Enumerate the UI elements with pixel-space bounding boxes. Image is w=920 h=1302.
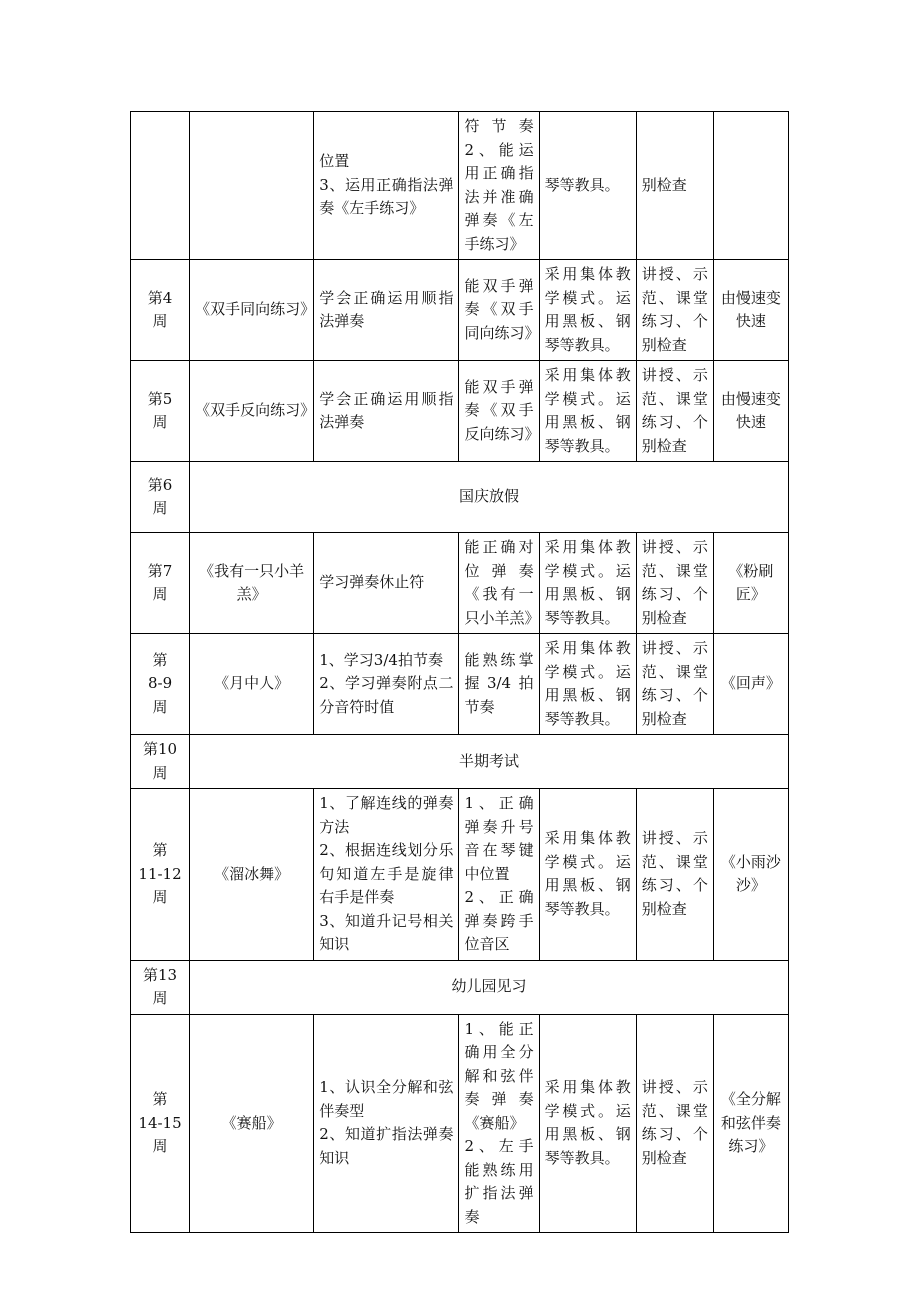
week-text: 第5 bbox=[147, 389, 173, 408]
week-text: 周 bbox=[152, 989, 168, 1007]
song-text: 《月中人》 bbox=[214, 674, 290, 693]
eval-text: 讲授、示范、课堂练习、个别检查 bbox=[641, 1078, 708, 1167]
week-cell bbox=[131, 789, 190, 961]
song-cell bbox=[190, 634, 314, 735]
teaching-schedule-table bbox=[130, 111, 789, 1233]
content-text: 3、运用正确指法弹奏《左手练习》 bbox=[319, 175, 454, 218]
goal-cell bbox=[459, 1014, 539, 1233]
song-cell bbox=[190, 789, 314, 961]
activity-text: 国庆放假 bbox=[459, 487, 520, 506]
schedule-row bbox=[131, 634, 789, 735]
content-text: 位置 bbox=[319, 152, 350, 171]
week-cell bbox=[131, 634, 190, 735]
method-text: 采用集体教学模式。运用黑板、钢琴等教具。 bbox=[544, 639, 631, 728]
week-cell bbox=[131, 112, 190, 260]
goal-text: 能双手弹奏《双手同向练习》 bbox=[464, 276, 540, 342]
week-cell bbox=[131, 533, 190, 634]
goal-text: 能正确对位弹奏《我有一只小羊羔》 bbox=[464, 538, 540, 627]
content-text: 学会正确运用顺指法弹奏 bbox=[319, 288, 454, 330]
eval-cell bbox=[636, 112, 713, 260]
content-text: 1、认识全分解和弦伴奏型 bbox=[319, 1078, 454, 1120]
goal-text: 2、正确弹奏跨手位音区 bbox=[464, 888, 534, 953]
song-text: 《双手同向练习》 bbox=[195, 300, 316, 319]
schedule-row bbox=[131, 112, 789, 260]
goal-cell bbox=[459, 533, 539, 634]
method-text: 采用集体教学模式。运用黑板、钢琴等教具。 bbox=[544, 538, 631, 627]
goal-cell bbox=[459, 260, 539, 361]
goal-cell bbox=[459, 789, 539, 961]
extension-text: 由慢速变快速 bbox=[720, 288, 781, 330]
schedule-row bbox=[131, 260, 789, 361]
content-cell bbox=[314, 361, 459, 462]
song-cell bbox=[190, 1014, 314, 1233]
schedule-row bbox=[131, 789, 789, 961]
content-text: 2、根据连线划分乐句知道左手是旋律右手是伴奏 bbox=[319, 841, 454, 906]
eval-cell bbox=[636, 789, 713, 961]
extension-cell bbox=[713, 634, 788, 735]
content-cell bbox=[314, 634, 459, 735]
activity-cell bbox=[190, 960, 789, 1014]
schedule-body bbox=[131, 112, 789, 1233]
eval-cell bbox=[636, 260, 713, 361]
song-cell bbox=[190, 112, 314, 260]
week-text: 周 bbox=[152, 697, 168, 716]
week-text: 第4 bbox=[147, 288, 173, 307]
song-cell bbox=[190, 361, 314, 462]
song-text: 《溜冰舞》 bbox=[214, 864, 290, 883]
song-text: 《我有一只小羊羔》 bbox=[199, 561, 305, 603]
goal-cell bbox=[459, 634, 539, 735]
week-cell bbox=[131, 361, 190, 462]
song-text: 《双手反向练习》 bbox=[195, 401, 316, 420]
extension-cell bbox=[713, 361, 788, 462]
eval-text: 讲授、示范、课堂练习、个别检查 bbox=[641, 366, 708, 455]
week-text: 周 bbox=[152, 763, 168, 782]
method-text: 采用集体教学模式。运用黑板、钢琴等教具。 bbox=[544, 1078, 631, 1167]
week-cell bbox=[131, 735, 190, 789]
schedule-row-span bbox=[131, 735, 789, 789]
eval-text: 讲授、示范、课堂练习、个别检查 bbox=[641, 829, 708, 918]
extension-text: 《回声》 bbox=[720, 674, 781, 693]
week-cell bbox=[131, 260, 190, 361]
extension-text: 《粉刷匠》 bbox=[728, 561, 774, 603]
content-cell bbox=[314, 789, 459, 961]
eval-text: 讲授、示范、课堂练习、个别检查 bbox=[641, 538, 708, 627]
eval-cell bbox=[636, 1014, 713, 1233]
method-cell bbox=[539, 112, 636, 260]
week-text: 8-9 bbox=[147, 674, 173, 693]
content-text: 3、知道升记号相关知识 bbox=[319, 911, 454, 953]
activity-text: 幼儿园见习 bbox=[451, 977, 527, 996]
week-text: 周 bbox=[152, 312, 168, 330]
content-text: 1、了解连线的弹奏方法 bbox=[319, 794, 454, 836]
method-text: 琴等教具。 bbox=[544, 175, 620, 194]
song-text: 《赛船》 bbox=[221, 1113, 282, 1132]
week-text: 周 bbox=[152, 585, 168, 603]
goal-text: 能双手弹奏《双手反向练习》 bbox=[464, 377, 540, 443]
content-text: 2、知道扩指法弹奏知识 bbox=[319, 1125, 454, 1167]
week-cell bbox=[131, 462, 190, 533]
content-text: 学会正确运用顺指法弹奏 bbox=[319, 389, 454, 431]
week-text: 周 bbox=[152, 499, 168, 517]
eval-text: 别检查 bbox=[641, 175, 687, 194]
week-text: 周 bbox=[152, 413, 168, 431]
week-text: 周 bbox=[152, 888, 168, 906]
week-text: 第 bbox=[152, 650, 168, 669]
week-text: 第13 bbox=[142, 965, 178, 984]
week-text: 第6 bbox=[147, 475, 173, 494]
content-text: 1、学习3/4拍节奏 bbox=[319, 650, 443, 669]
schedule-row bbox=[131, 361, 789, 462]
week-text: 第 bbox=[152, 1090, 168, 1108]
method-cell bbox=[539, 361, 636, 462]
schedule-row-span bbox=[131, 960, 789, 1014]
goal-text: 能熟练掌握3/4拍节奏 bbox=[464, 650, 534, 716]
method-text: 采用集体教学模式。运用黑板、钢琴等教具。 bbox=[544, 829, 631, 918]
eval-cell bbox=[636, 533, 713, 634]
week-cell bbox=[131, 1014, 190, 1233]
week-text: 第10 bbox=[142, 740, 178, 758]
eval-cell bbox=[636, 361, 713, 462]
eval-cell bbox=[636, 634, 713, 735]
method-text: 采用集体教学模式。运用黑板、钢琴等教具。 bbox=[544, 265, 631, 354]
eval-text: 讲授、示范、课堂练习、个别检查 bbox=[641, 639, 708, 728]
eval-text: 讲授、示范、课堂练习、个别检查 bbox=[641, 265, 708, 354]
extension-text: 《全分解和弦伴奏练习》 bbox=[720, 1090, 781, 1155]
activity-cell bbox=[190, 735, 789, 789]
method-cell bbox=[539, 789, 636, 961]
week-text: 周 bbox=[152, 1137, 168, 1155]
extension-cell bbox=[713, 260, 788, 361]
content-cell bbox=[314, 112, 459, 260]
extension-text: 由慢速变快速 bbox=[720, 389, 781, 431]
schedule-row bbox=[131, 1014, 789, 1233]
song-cell bbox=[190, 260, 314, 361]
goal-text: 符节奏2、能运用正确指法并准确弹奏《左手练习》 bbox=[464, 117, 534, 253]
method-cell bbox=[539, 1014, 636, 1233]
content-cell bbox=[314, 260, 459, 361]
goal-cell bbox=[459, 361, 539, 462]
extension-cell bbox=[713, 789, 788, 961]
schedule-row bbox=[131, 533, 789, 634]
goal-text: 1、正确弹奏升号音在琴键中位置 bbox=[464, 794, 534, 883]
content-cell bbox=[314, 1014, 459, 1233]
content-text: 2、学习弹奏附点二分音符时值 bbox=[319, 674, 454, 716]
extension-cell bbox=[713, 112, 788, 260]
extension-cell bbox=[713, 1014, 788, 1233]
method-text: 采用集体教学模式。运用黑板、钢琴等教具。 bbox=[544, 366, 631, 455]
week-text: 11-12 bbox=[138, 864, 182, 883]
method-cell bbox=[539, 260, 636, 361]
extension-cell bbox=[713, 533, 788, 634]
content-cell bbox=[314, 533, 459, 634]
goal-text: 1、能正确用全分解和弦伴奏弹奏《赛船》 bbox=[464, 1019, 534, 1132]
week-text: 第7 bbox=[147, 561, 173, 580]
week-cell bbox=[131, 960, 190, 1014]
method-cell bbox=[539, 634, 636, 735]
activity-cell bbox=[190, 462, 789, 533]
content-text: 学习弹奏休止符 bbox=[319, 573, 425, 592]
schedule-row-span bbox=[131, 462, 789, 533]
song-cell bbox=[190, 533, 314, 634]
goal-cell bbox=[459, 112, 539, 260]
extension-text: 《小雨沙沙》 bbox=[720, 852, 781, 895]
method-cell bbox=[539, 533, 636, 634]
activity-text: 半期考试 bbox=[459, 751, 520, 770]
week-text: 14-15 bbox=[138, 1113, 182, 1132]
goal-text: 2、左手能熟练用扩指法弹奏 bbox=[464, 1137, 534, 1226]
week-text: 第 bbox=[152, 841, 168, 859]
